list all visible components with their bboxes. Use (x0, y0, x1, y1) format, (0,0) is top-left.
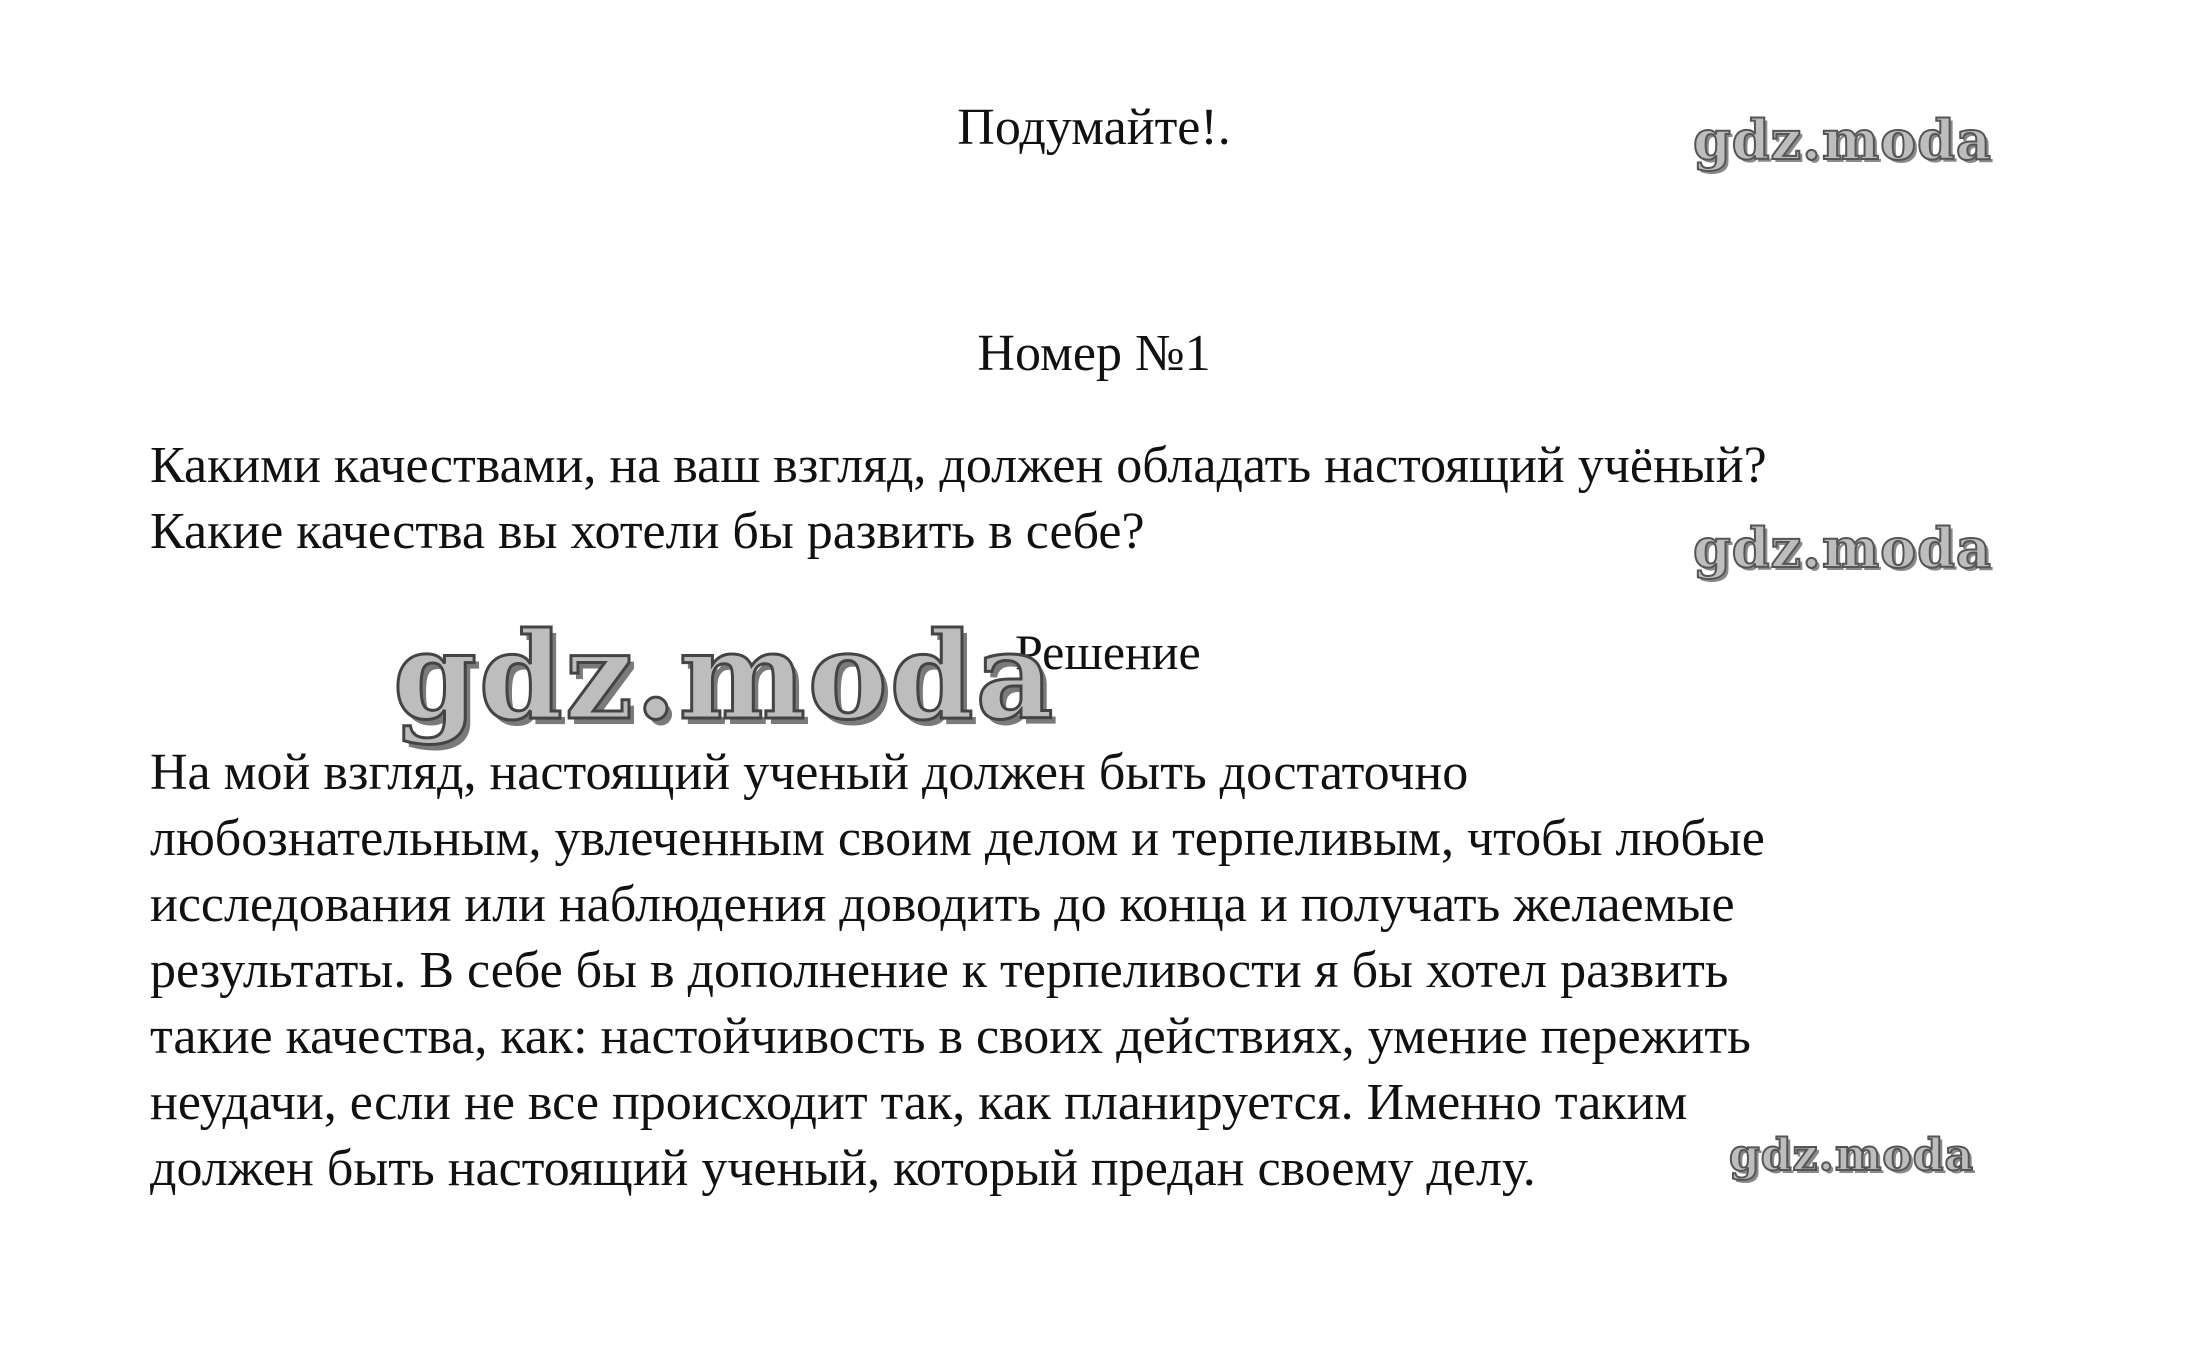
solution-label: Решение (1015, 624, 1201, 680)
watermark-logo: gdz.moda (1693, 108, 1992, 172)
question-text (150, 433, 2100, 565)
answer-line: такие качества, как: настойчивость в своих действиях, умение пережить (150, 1008, 1751, 1065)
question-line: Какими качествами, на ваш взгляд, должен обладать настоящий учёный? (150, 437, 1767, 494)
answer-line: На мой взгляд, настоящий ученый должен быть достаточно (150, 744, 1469, 801)
answer-line: любознательным, увлеченным своим делом и терпеливым, чтобы любые (150, 810, 1765, 867)
answer-line: неудачи, если не все происходит так, как планируется. Именно таким (150, 1074, 1688, 1131)
answer-line: результаты. В себе бы в дополнение к терпеливости я бы хотел развить (150, 942, 1729, 999)
watermark-logo: gdz.moda (1693, 516, 1992, 580)
watermark-logo: gdz.moda (1729, 1130, 1975, 1181)
question-line: Какие качества вы хотели бы развить в себе? (150, 503, 1145, 560)
answer-line: исследования или наблюдения доводить до конца и получать желаемые (150, 876, 1735, 933)
page-title: Подумайте!. (957, 99, 1231, 156)
answer-text (150, 740, 2100, 1202)
answer-line: должен быть настоящий ученый, который предан своему делу. (150, 1140, 1536, 1197)
watermark-logo-large: gdz.moda (393, 606, 1056, 747)
task-number-title: Номер №1 (977, 325, 1211, 382)
